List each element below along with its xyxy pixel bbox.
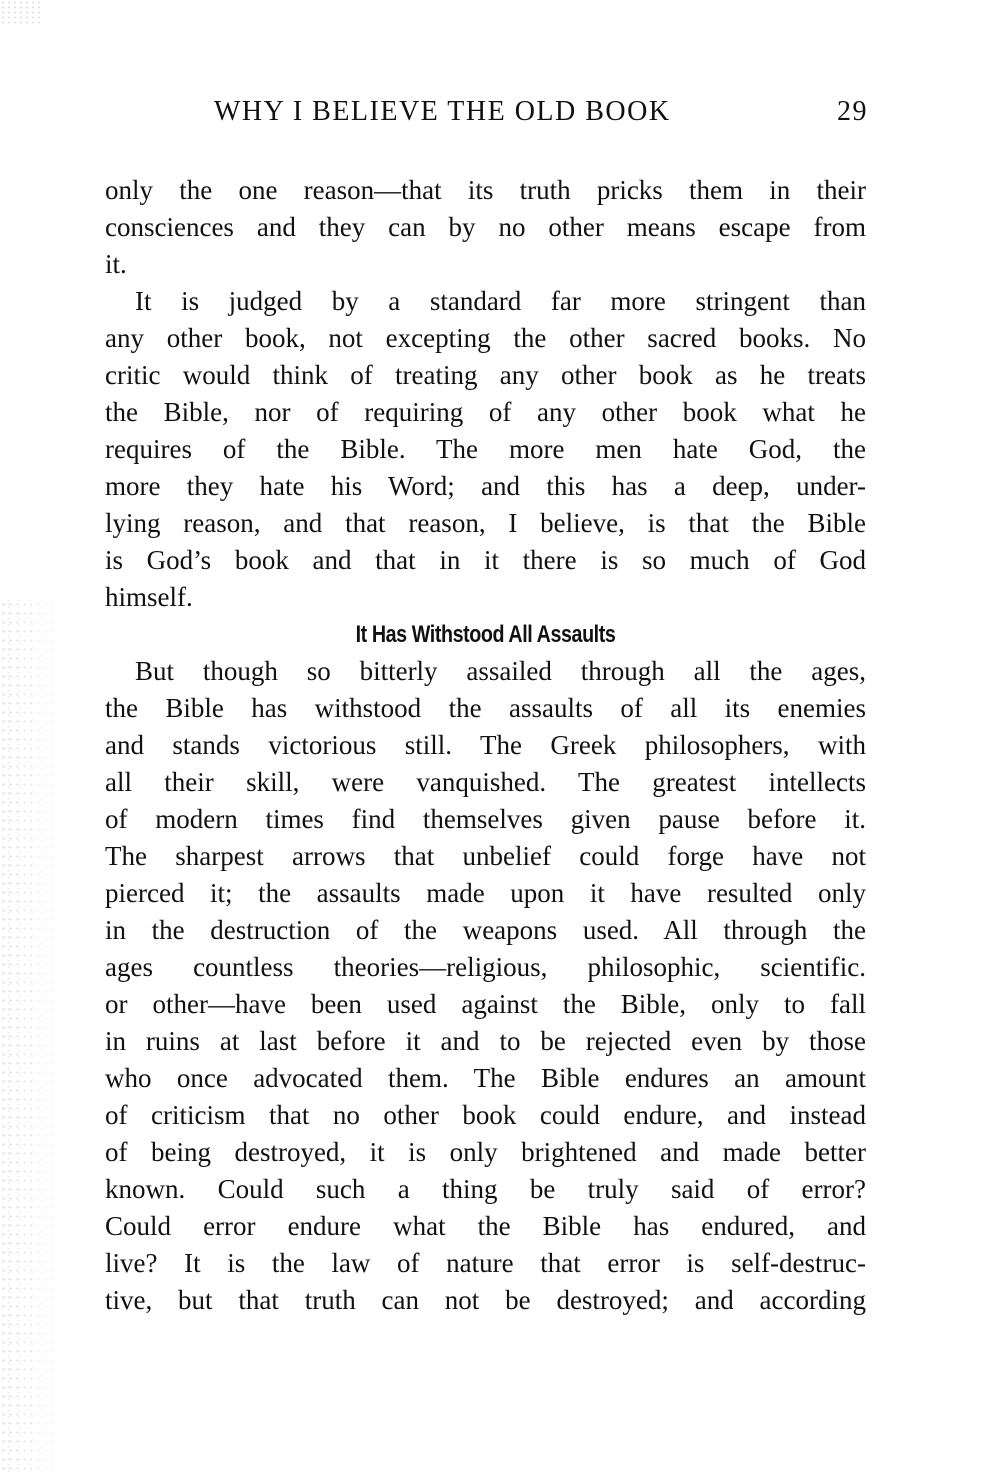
text-line: of criticism that no other book could endure, and instead <box>105 1100 866 1130</box>
text-line: and stands victorious still. The Greek philosophers, with <box>105 730 866 760</box>
text-line: The sharpest arrows that unbelief could forge have not <box>105 841 866 871</box>
text-line: It is judged by a standard far more stringent than <box>135 286 866 316</box>
text-line: consciences and they can by no other means escape from <box>105 212 866 242</box>
text-line: all their skill, were vanquished. The greatest intellects <box>105 767 866 797</box>
scan-speckle-corner <box>0 0 40 24</box>
body-text <box>105 172 866 1319</box>
text-line: only the one reason—that its truth pricks them in their <box>105 175 866 205</box>
running-header-title: WHY I BELIEVE THE OLD BOOK <box>214 96 671 127</box>
text-line: any other book, not excepting the other sacred books. No <box>105 323 866 353</box>
text-line: who once advocated them. The Bible endures an amount <box>105 1063 866 1093</box>
text-line: of modern times find themselves given pause before it. <box>105 804 866 834</box>
scan-speckle-margin <box>0 600 70 1472</box>
section-heading: It Has Withstood All Assaults <box>355 621 616 648</box>
text-line: lying reason, and that reason, I believe, is that the Bible <box>105 508 866 538</box>
text-line: the Bible has withstood the assaults of all its enemies <box>105 693 866 723</box>
text-line: more they hate his Word; and this has a deep, under- <box>105 471 866 501</box>
text-line: in the destruction of the weapons used. All through the <box>105 915 866 945</box>
text-line: is God’s book and that in it there is so much of God <box>105 545 866 575</box>
text-line: tive, but that truth can not be destroyed; and according <box>105 1285 866 1315</box>
text-line: But though so bitterly assailed through all the ages, <box>135 656 866 686</box>
text-line: ages countless theories—religious, philosophic, scientific. <box>105 952 866 982</box>
text-line: known. Could such a thing be truly said of error? <box>105 1174 866 1204</box>
paragraph-3 <box>105 653 866 1319</box>
text-line: the Bible, nor of requiring of any other book what he <box>105 397 866 427</box>
text-line: of being destroyed, it is only brightened and made better <box>105 1137 866 1167</box>
paragraph-1 <box>105 172 866 283</box>
text-line: critic would think of treating any other book as he treats <box>105 360 866 390</box>
text-line: or other—have been used against the Bible, only to fall <box>105 989 866 1019</box>
page-number: 29 <box>837 96 868 127</box>
text-line: live? It is the law of nature that error is self-destruc- <box>105 1248 866 1278</box>
text-line: requires of the Bible. The more men hate God, the <box>105 434 866 464</box>
running-header <box>214 96 868 136</box>
paragraph-2 <box>105 283 866 616</box>
text-line: it. <box>105 249 127 279</box>
text-line: himself. <box>105 582 193 612</box>
text-line: in ruins at last before it and to be rejected even by those <box>105 1026 866 1056</box>
text-line: Could error endure what the Bible has endured, and <box>105 1211 866 1241</box>
text-line: pierced it; the assaults made upon it have resulted only <box>105 878 866 908</box>
